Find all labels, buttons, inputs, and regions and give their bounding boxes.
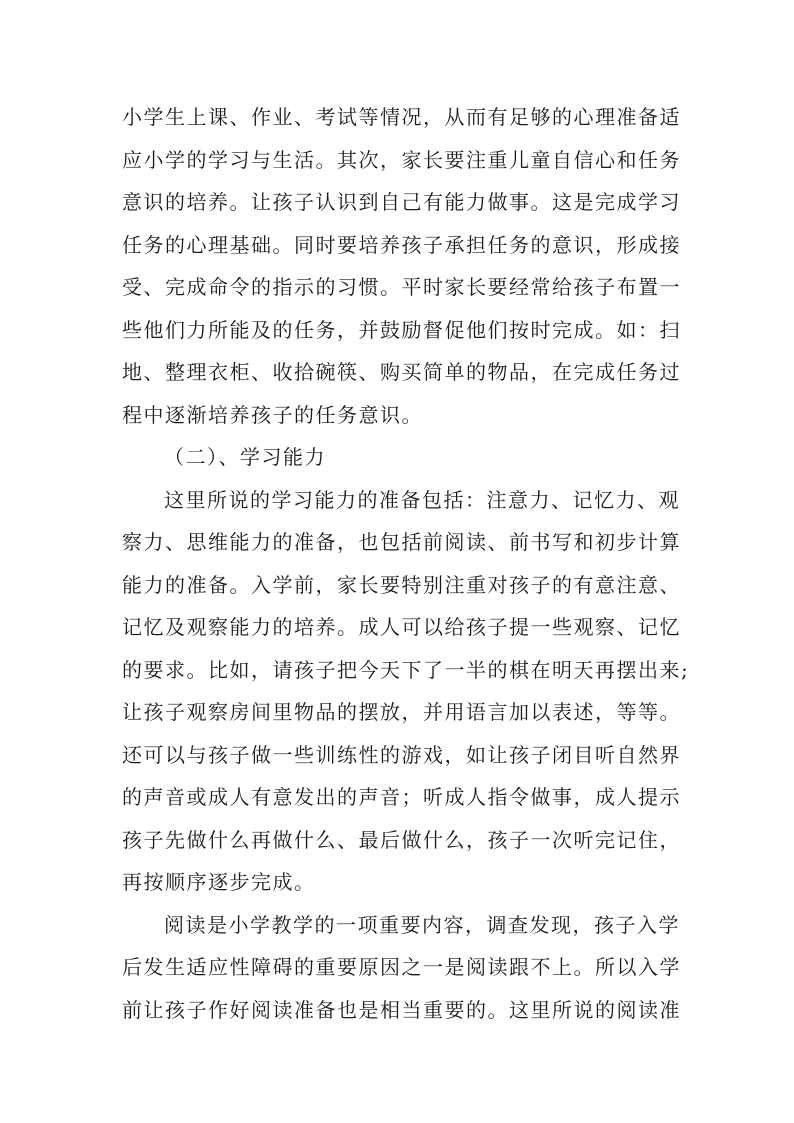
text-line: 再按顺序逐步完成。: [122, 870, 316, 894]
text-line: 还可以与孩子做一些训练性的游戏，如让孩子闭目听自然界: [122, 742, 681, 767]
text-line: 察力、思维能力的准备，也包括前阅读、前书写和初步计算: [122, 530, 681, 554]
text-line: 意识的培养。让孩子认识到自己有能力做事。这是完成学习: [122, 190, 681, 214]
text-line: 孩子先做什么再做什么、最后做什么，孩子一次听完记住，: [122, 827, 681, 852]
section-heading: （二）、学习能力: [164, 445, 326, 469]
text-line: 后发生适应性障碍的重要原因之一是阅读跟不上。所以入学: [122, 955, 681, 979]
text-line: 前让孩子作好阅读准备也是相当重要的。这里所说的阅读准: [122, 997, 681, 1022]
text-line: 任务的心理基础。同时要培养孩子承担任务的意识，形成接: [122, 232, 681, 257]
text-line: 的要求。比如，请孩子把今天下了一半的棋在明天再摆出来;: [122, 657, 690, 682]
text-line: 应小学的学习与生活。其次，家长要注重儿童自信心和任务: [122, 147, 681, 172]
text-line: 地、整理衣柜、收拾碗筷、购买简单的物品，在完成任务过: [122, 360, 681, 384]
paragraph-start-line: 这里所说的学习能力的准备包括：注意力、记忆力、观: [164, 487, 680, 512]
document-body: [122, 96, 692, 1031]
text-line: 的声音或成人有意发出的声音；听成人指令做事，成人提示: [122, 785, 681, 809]
text-line: 小学生上课、作业、考试等情况，从而有足够的心理准备适: [122, 105, 681, 129]
text-line: 些他们力所能及的任务，并鼓励督促他们按时完成。如：扫: [122, 317, 681, 342]
paragraph-start-line: 阅读是小学教学的一项重要内容，调查发现，孩子入学: [164, 912, 680, 937]
text-line: 受、完成命令的指示的习惯。平时家长要经常给孩子布置一: [122, 275, 681, 299]
text-line: 让孩子观察房间里物品的摆放，并用语言加以表述，等等。: [122, 700, 681, 724]
text-line: 记忆及观察能力的培养。成人可以给孩子提一些观察、记忆: [122, 615, 681, 639]
text-line: 能力的准备。入学前，家长要特别注重对孩子的有意注意、: [122, 572, 681, 597]
text-line: 程中逐渐培养孩子的任务意识。: [122, 402, 423, 427]
